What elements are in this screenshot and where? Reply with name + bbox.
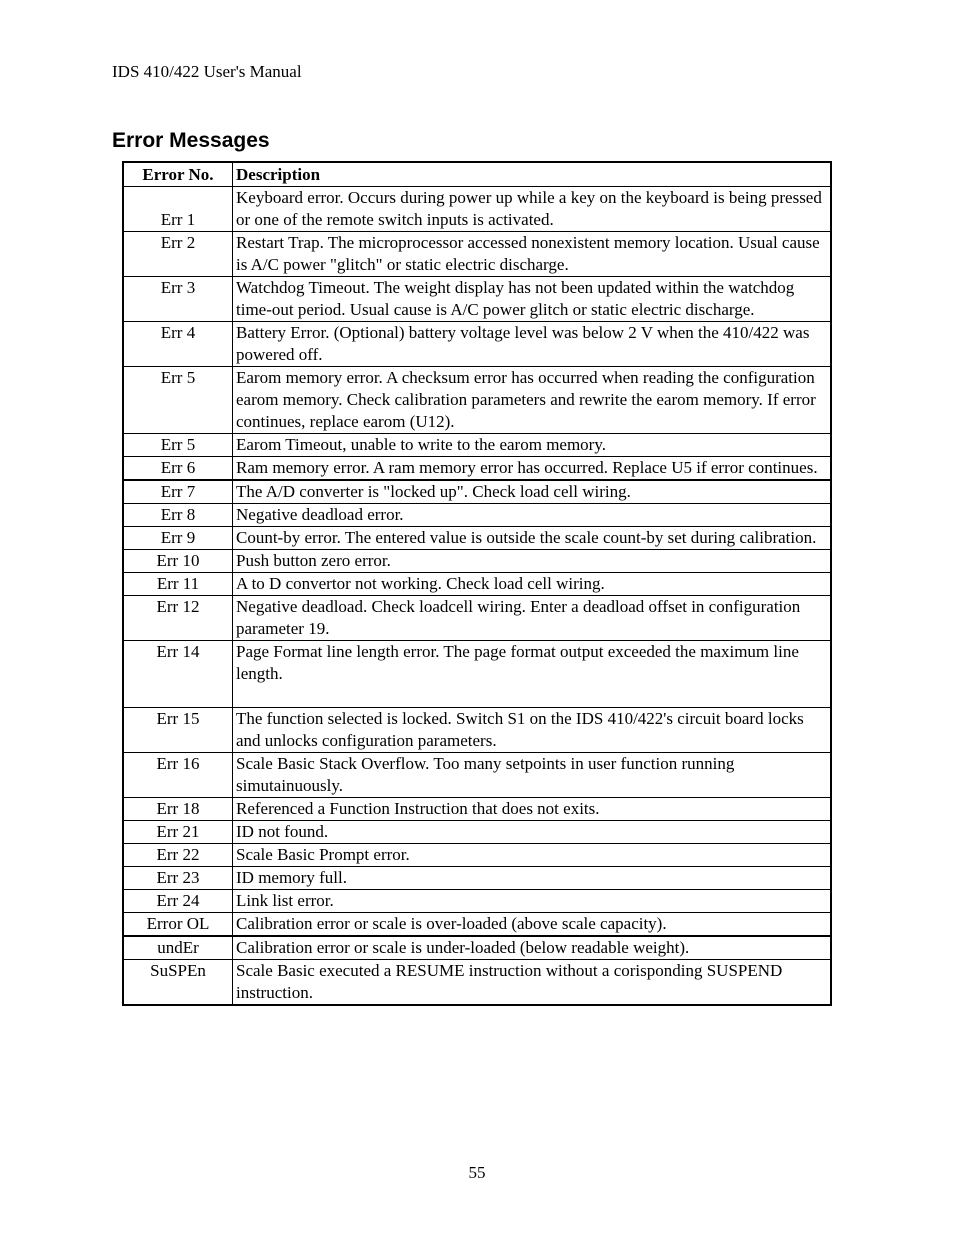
table-row bbox=[123, 844, 831, 867]
column-header-description: Description bbox=[233, 162, 832, 187]
table-row bbox=[123, 434, 831, 457]
error-description: The A/D converter is "locked up". Check load cell wiring. bbox=[233, 480, 832, 504]
table-row bbox=[123, 504, 831, 527]
table-row bbox=[123, 867, 831, 890]
error-code: Err 1 bbox=[123, 187, 233, 232]
error-code: undEr bbox=[123, 936, 233, 960]
table-row bbox=[123, 457, 831, 481]
error-code: Err 22 bbox=[123, 844, 233, 867]
error-code: Err 2 bbox=[123, 232, 233, 277]
error-description: Negative deadload error. bbox=[233, 504, 832, 527]
error-description: Page Format line length error. The page format output exceeded the maximum line length. bbox=[233, 641, 832, 708]
error-code: Err 7 bbox=[123, 480, 233, 504]
table-row bbox=[123, 596, 831, 641]
error-description: ID not found. bbox=[233, 821, 832, 844]
error-code: Err 23 bbox=[123, 867, 233, 890]
table-row bbox=[123, 641, 831, 708]
error-code: Err 4 bbox=[123, 322, 233, 367]
table-row bbox=[123, 913, 831, 937]
error-code: Err 10 bbox=[123, 550, 233, 573]
error-code: Err 24 bbox=[123, 890, 233, 913]
error-description: Calibration error or scale is over-loaded (above scale capacity). bbox=[233, 913, 832, 937]
error-code: Err 21 bbox=[123, 821, 233, 844]
table-row bbox=[123, 322, 831, 367]
table-row bbox=[123, 277, 831, 322]
table-row bbox=[123, 753, 831, 798]
table-row bbox=[123, 708, 831, 753]
error-messages-table bbox=[122, 161, 832, 1006]
error-description: Restart Trap. The microprocessor accessed nonexistent memory location. Usual cause is A/C power "glitch" or static electric discharge. bbox=[233, 232, 832, 277]
error-description: Earom memory error. A checksum error has occurred when reading the configuration earom memory. Check calibration parameters and rewrite the earom memory. If error continues, replace earom (U12). bbox=[233, 367, 832, 434]
table-header-row bbox=[123, 162, 831, 187]
table-row bbox=[123, 960, 831, 1006]
error-description: Link list error. bbox=[233, 890, 832, 913]
error-code: Err 15 bbox=[123, 708, 233, 753]
error-code: Err 9 bbox=[123, 527, 233, 550]
column-header-error-no: Error No. bbox=[123, 162, 233, 187]
error-description: Ram memory error. A ram memory error has occurred. Replace U5 if error continues. bbox=[233, 457, 832, 481]
error-description: Battery Error. (Optional) battery voltage level was below 2 V when the 410/422 was powered off. bbox=[233, 322, 832, 367]
table-row bbox=[123, 821, 831, 844]
error-code: Error OL bbox=[123, 913, 233, 937]
error-description: Negative deadload. Check loadcell wiring. Enter a deadload offset in configuration parameter 19. bbox=[233, 596, 832, 641]
error-description: Referenced a Function Instruction that does not exits. bbox=[233, 798, 832, 821]
error-description: Watchdog Timeout. The weight display has not been updated within the watchdog time-out period. Usual cause is A/C power glitch or static electric discharge. bbox=[233, 277, 832, 322]
table-row bbox=[123, 232, 831, 277]
error-description: Push button zero error. bbox=[233, 550, 832, 573]
table-row bbox=[123, 187, 831, 232]
table-row bbox=[123, 367, 831, 434]
error-code: SuSPEn bbox=[123, 960, 233, 1006]
error-code: Err 14 bbox=[123, 641, 233, 708]
error-description: Scale Basic Prompt error. bbox=[233, 844, 832, 867]
error-code: Err 8 bbox=[123, 504, 233, 527]
error-code: Err 18 bbox=[123, 798, 233, 821]
table-row bbox=[123, 550, 831, 573]
table-row bbox=[123, 527, 831, 550]
section-title: Error Messages bbox=[112, 129, 270, 152]
error-description: A to D convertor not working. Check load cell wiring. bbox=[233, 573, 832, 596]
error-description: ID memory full. bbox=[233, 867, 832, 890]
table-row bbox=[123, 798, 831, 821]
error-description: Scale Basic executed a RESUME instruction without a corisponding SUSPEND instruction. bbox=[233, 960, 832, 1006]
table-row bbox=[123, 573, 831, 596]
error-code: Err 3 bbox=[123, 277, 233, 322]
page-number: 55 bbox=[468, 1163, 486, 1182]
table-row bbox=[123, 936, 831, 960]
error-code: Err 12 bbox=[123, 596, 233, 641]
error-description: Count-by error. The entered value is outside the scale count-by set during calibration. bbox=[233, 527, 832, 550]
running-header: IDS 410/422 User's Manual bbox=[112, 62, 302, 81]
error-code: Err 16 bbox=[123, 753, 233, 798]
error-description: The function selected is locked. Switch S1 on the IDS 410/422's circuit board locks and unlocks configuration parameters. bbox=[233, 708, 832, 753]
error-description: Keyboard error. Occurs during power up while a key on the keyboard is being pressed or one of the remote switch inputs is activated. bbox=[233, 187, 832, 232]
error-description: Calibration error or scale is under-loaded (below readable weight). bbox=[233, 936, 832, 960]
error-description: Earom Timeout, unable to write to the earom memory. bbox=[233, 434, 832, 457]
error-code: Err 5 bbox=[123, 434, 233, 457]
error-code: Err 6 bbox=[123, 457, 233, 481]
error-code: Err 11 bbox=[123, 573, 233, 596]
table-row bbox=[123, 890, 831, 913]
table-row bbox=[123, 480, 831, 504]
error-description: Scale Basic Stack Overflow. Too many setpoints in user function running simutainuously. bbox=[233, 753, 832, 798]
error-code: Err 5 bbox=[123, 367, 233, 434]
